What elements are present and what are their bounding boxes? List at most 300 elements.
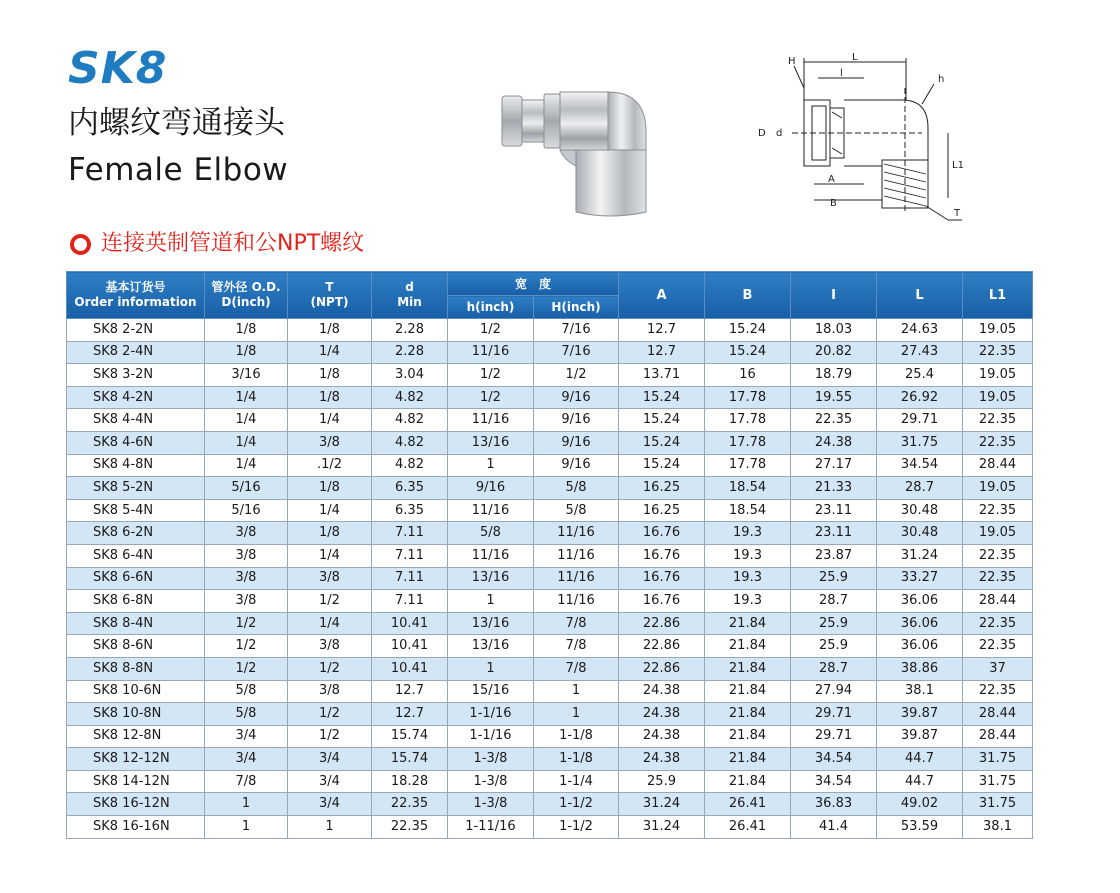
cell-b: 18.54 xyxy=(705,499,791,522)
cell-i: 29.71 xyxy=(791,725,877,748)
table-row xyxy=(67,477,1033,500)
table-row xyxy=(67,364,1033,387)
cell-l1: 31.75 xyxy=(963,770,1033,793)
cell-t-npt: 1/2 xyxy=(288,725,372,748)
cell-b: 15.24 xyxy=(705,341,791,364)
cell-t-npt: 3/8 xyxy=(288,567,372,590)
cell-h-inch: 1-3/8 xyxy=(448,770,534,793)
header-od-cn: 管外径 O.D. xyxy=(211,280,281,294)
cell-t-npt: .1/2 xyxy=(288,454,372,477)
cell-order-no: SK8 6-2N xyxy=(67,522,205,545)
cell-l: 27.43 xyxy=(877,341,963,364)
cell-order-no: SK8 5-4N xyxy=(67,499,205,522)
cell-od: 3/8 xyxy=(205,567,288,590)
cell-t-npt: 1/4 xyxy=(288,612,372,635)
cell-a: 24.38 xyxy=(619,703,705,726)
cell-order-no: SK8 5-2N xyxy=(67,477,205,500)
cell-H-inch: 7/8 xyxy=(534,657,619,680)
cell-i: 41.4 xyxy=(791,816,877,839)
cell-order-no: SK8 8-6N xyxy=(67,635,205,658)
spec-table-body xyxy=(67,319,1033,839)
cell-h-inch: 1/2 xyxy=(448,364,534,387)
cell-od: 1/4 xyxy=(205,386,288,409)
table-row xyxy=(67,793,1033,816)
cell-i: 23.11 xyxy=(791,499,877,522)
cell-t-npt: 3/8 xyxy=(288,431,372,454)
cell-a: 15.24 xyxy=(619,386,705,409)
cell-H-inch: 9/16 xyxy=(534,431,619,454)
cell-order-no: SK8 4-2N xyxy=(67,386,205,409)
cell-od: 1/2 xyxy=(205,657,288,680)
cell-i: 28.7 xyxy=(791,657,877,680)
cell-i: 34.54 xyxy=(791,748,877,771)
cell-t-npt: 1/4 xyxy=(288,341,372,364)
cell-H-inch: 1-1/8 xyxy=(534,725,619,748)
cell-t-npt: 1/4 xyxy=(288,544,372,567)
drawing-label-L: L xyxy=(852,52,858,63)
cell-a: 16.76 xyxy=(619,590,705,613)
cell-H-inch: 11/16 xyxy=(534,567,619,590)
cell-b: 15.24 xyxy=(705,319,791,342)
cell-l: 25.4 xyxy=(877,364,963,387)
cell-b: 17.78 xyxy=(705,454,791,477)
cell-od: 3/4 xyxy=(205,725,288,748)
cell-i: 36.83 xyxy=(791,793,877,816)
cell-l: 39.87 xyxy=(877,703,963,726)
table-row xyxy=(67,544,1033,567)
header-b: B xyxy=(705,272,791,319)
cell-b: 21.84 xyxy=(705,657,791,680)
cell-l1: 31.75 xyxy=(963,748,1033,771)
cell-i: 27.17 xyxy=(791,454,877,477)
cell-l1: 19.05 xyxy=(963,364,1033,387)
cell-t-npt: 1/4 xyxy=(288,499,372,522)
header-h-big: H(inch) xyxy=(534,296,619,319)
cell-h-inch: 1 xyxy=(448,454,534,477)
cell-t-npt: 3/8 xyxy=(288,635,372,658)
cell-i: 29.71 xyxy=(791,703,877,726)
cell-t-npt: 3/4 xyxy=(288,793,372,816)
cell-l1: 22.35 xyxy=(963,341,1033,364)
cell-h-inch: 1 xyxy=(448,590,534,613)
cell-l: 39.87 xyxy=(877,725,963,748)
cell-t-npt: 1/8 xyxy=(288,386,372,409)
dimension-drawing xyxy=(752,48,972,230)
cell-od: 1/4 xyxy=(205,454,288,477)
cell-order-no: SK8 16-16N xyxy=(67,816,205,839)
cell-order-no: SK8 2-4N xyxy=(67,341,205,364)
cell-H-inch: 9/16 xyxy=(534,454,619,477)
cell-l: 49.02 xyxy=(877,793,963,816)
cell-l1: 22.35 xyxy=(963,635,1033,658)
cell-l1: 28.44 xyxy=(963,590,1033,613)
cell-t-npt: 1/2 xyxy=(288,703,372,726)
cell-order-no: SK8 6-4N xyxy=(67,544,205,567)
cell-h-inch: 13/16 xyxy=(448,612,534,635)
drawing-label-T: T xyxy=(954,208,961,219)
cell-d-min: 18.28 xyxy=(372,770,448,793)
cell-a: 24.38 xyxy=(619,680,705,703)
cell-d-min: 12.7 xyxy=(372,680,448,703)
cell-order-no: SK8 10-6N xyxy=(67,680,205,703)
cell-l: 36.06 xyxy=(877,590,963,613)
header-a: A xyxy=(619,272,705,319)
cell-H-inch: 7/8 xyxy=(534,635,619,658)
cell-b: 19.3 xyxy=(705,544,791,567)
cell-i: 28.7 xyxy=(791,590,877,613)
cell-i: 25.9 xyxy=(791,612,877,635)
cell-a: 13.71 xyxy=(619,364,705,387)
cell-order-no: SK8 8-4N xyxy=(67,612,205,635)
cell-d-min: 2.28 xyxy=(372,319,448,342)
cell-od: 3/8 xyxy=(205,544,288,567)
cell-l: 53.59 xyxy=(877,816,963,839)
cell-d-min: 10.41 xyxy=(372,635,448,658)
drawing-label-h: h xyxy=(938,74,945,85)
cell-h-inch: 13/16 xyxy=(448,635,534,658)
cell-l1: 37 xyxy=(963,657,1033,680)
cell-l: 38.86 xyxy=(877,657,963,680)
drawing-label-H: H xyxy=(788,56,796,67)
table-row xyxy=(67,680,1033,703)
cell-l: 31.75 xyxy=(877,431,963,454)
cell-t-npt: 1/2 xyxy=(288,657,372,680)
cell-l: 33.27 xyxy=(877,567,963,590)
cell-l: 29.71 xyxy=(877,409,963,432)
cell-H-inch: 5/8 xyxy=(534,477,619,500)
cell-h-inch: 1/2 xyxy=(448,319,534,342)
cell-h-inch: 11/16 xyxy=(448,341,534,364)
table-row xyxy=(67,567,1033,590)
cell-od: 1/8 xyxy=(205,341,288,364)
cell-l1: 19.05 xyxy=(963,319,1033,342)
cell-H-inch: 1 xyxy=(534,703,619,726)
cell-t-npt: 1/4 xyxy=(288,409,372,432)
cell-l: 36.06 xyxy=(877,612,963,635)
cell-od: 1/2 xyxy=(205,635,288,658)
cell-l1: 28.44 xyxy=(963,454,1033,477)
cell-od: 3/8 xyxy=(205,590,288,613)
cell-od: 5/16 xyxy=(205,499,288,522)
cell-t-npt: 1/8 xyxy=(288,522,372,545)
cell-t-npt: 3/4 xyxy=(288,748,372,771)
cell-a: 15.24 xyxy=(619,409,705,432)
cell-od: 1 xyxy=(205,793,288,816)
cell-d-min: 4.82 xyxy=(372,386,448,409)
cell-i: 20.82 xyxy=(791,341,877,364)
cell-od: 3/4 xyxy=(205,748,288,771)
cell-H-inch: 1 xyxy=(534,680,619,703)
cell-l: 28.7 xyxy=(877,477,963,500)
cell-h-inch: 1-11/16 xyxy=(448,816,534,839)
cell-a: 22.86 xyxy=(619,635,705,658)
cell-a: 31.24 xyxy=(619,793,705,816)
product-title-cn: 内螺纹弯通接头 xyxy=(68,105,285,141)
cell-h-inch: 1-3/8 xyxy=(448,748,534,771)
cell-H-inch: 5/8 xyxy=(534,499,619,522)
cell-a: 12.7 xyxy=(619,341,705,364)
cell-b: 21.84 xyxy=(705,635,791,658)
cell-h-inch: 11/16 xyxy=(448,409,534,432)
cell-d-min: 22.35 xyxy=(372,816,448,839)
cell-h-inch: 11/16 xyxy=(448,499,534,522)
cell-d-min: 7.11 xyxy=(372,567,448,590)
cell-l: 34.54 xyxy=(877,454,963,477)
cell-a: 12.7 xyxy=(619,319,705,342)
cell-i: 34.54 xyxy=(791,770,877,793)
drawing-label-B: B xyxy=(830,198,837,209)
cell-a: 22.86 xyxy=(619,612,705,635)
cell-od: 3/16 xyxy=(205,364,288,387)
header-d-unit: Min xyxy=(397,295,422,309)
cell-l1: 31.75 xyxy=(963,793,1033,816)
circle-bullet-icon xyxy=(70,234,91,255)
cell-h-inch: 13/16 xyxy=(448,567,534,590)
cell-od: 1/8 xyxy=(205,319,288,342)
header-t-label: T xyxy=(325,280,334,294)
cell-d-min: 10.41 xyxy=(372,612,448,635)
cell-b: 19.3 xyxy=(705,590,791,613)
cell-d-min: 7.11 xyxy=(372,522,448,545)
cell-a: 22.86 xyxy=(619,657,705,680)
cell-od: 5/8 xyxy=(205,703,288,726)
table-row xyxy=(67,725,1033,748)
cell-h-inch: 9/16 xyxy=(448,477,534,500)
cell-b: 21.84 xyxy=(705,770,791,793)
cell-H-inch: 11/16 xyxy=(534,590,619,613)
cell-d-min: 2.28 xyxy=(372,341,448,364)
header-order-en: Order information xyxy=(74,295,197,309)
cell-d-min: 12.7 xyxy=(372,703,448,726)
cell-h-inch: 11/16 xyxy=(448,544,534,567)
cell-H-inch: 1/2 xyxy=(534,364,619,387)
cell-d-min: 4.82 xyxy=(372,409,448,432)
header-i: I xyxy=(791,272,877,319)
cell-l: 24.63 xyxy=(877,319,963,342)
cell-b: 16 xyxy=(705,364,791,387)
cell-H-inch: 11/16 xyxy=(534,522,619,545)
cell-H-inch: 1-1/4 xyxy=(534,770,619,793)
table-row xyxy=(67,657,1033,680)
table-row xyxy=(67,341,1033,364)
cell-l1: 22.35 xyxy=(963,409,1033,432)
cell-d-min: 3.04 xyxy=(372,364,448,387)
cell-i: 27.94 xyxy=(791,680,877,703)
cell-h-inch: 5/8 xyxy=(448,522,534,545)
cell-a: 16.76 xyxy=(619,522,705,545)
header-od xyxy=(205,272,288,319)
table-row xyxy=(67,454,1033,477)
cell-a: 25.9 xyxy=(619,770,705,793)
cell-order-no: SK8 6-8N xyxy=(67,590,205,613)
table-row xyxy=(67,386,1033,409)
table-row xyxy=(67,635,1033,658)
cell-l: 31.24 xyxy=(877,544,963,567)
cell-d-min: 7.11 xyxy=(372,590,448,613)
drawing-label-l: l xyxy=(840,68,843,79)
cell-a: 16.25 xyxy=(619,477,705,500)
cell-d-min: 6.35 xyxy=(372,499,448,522)
header-t-unit: (NPT) xyxy=(310,295,349,309)
cell-a: 31.24 xyxy=(619,816,705,839)
cell-b: 18.54 xyxy=(705,477,791,500)
cell-a: 16.76 xyxy=(619,567,705,590)
cell-i: 18.03 xyxy=(791,319,877,342)
cell-a: 16.25 xyxy=(619,499,705,522)
cell-t-npt: 1 xyxy=(288,816,372,839)
cell-b: 26.41 xyxy=(705,816,791,839)
cell-b: 21.84 xyxy=(705,680,791,703)
table-row xyxy=(67,748,1033,771)
cell-order-no: SK8 10-8N xyxy=(67,703,205,726)
cell-h-inch: 1-3/8 xyxy=(448,793,534,816)
cell-i: 25.9 xyxy=(791,567,877,590)
cell-od: 1/2 xyxy=(205,612,288,635)
cell-d-min: 4.82 xyxy=(372,431,448,454)
cell-l1: 28.44 xyxy=(963,725,1033,748)
cell-d-min: 6.35 xyxy=(372,477,448,500)
cell-h-inch: 1 xyxy=(448,657,534,680)
cell-order-no: SK8 4-6N xyxy=(67,431,205,454)
cell-order-no: SK8 6-6N xyxy=(67,567,205,590)
cell-d-min: 15.74 xyxy=(372,725,448,748)
cell-h-inch: 13/16 xyxy=(448,431,534,454)
cell-l1: 22.35 xyxy=(963,544,1033,567)
table-row xyxy=(67,522,1033,545)
spec-table xyxy=(66,271,1033,839)
cell-t-npt: 3/4 xyxy=(288,770,372,793)
header-order xyxy=(67,272,205,319)
cell-order-no: SK8 4-8N xyxy=(67,454,205,477)
table-row xyxy=(67,816,1033,839)
cell-od: 7/8 xyxy=(205,770,288,793)
cell-i: 22.35 xyxy=(791,409,877,432)
cell-i: 24.38 xyxy=(791,431,877,454)
cell-od: 5/16 xyxy=(205,477,288,500)
header-d xyxy=(372,272,448,319)
cell-i: 21.33 xyxy=(791,477,877,500)
header-width-group: 宽 度 xyxy=(448,272,619,296)
cell-l1: 19.05 xyxy=(963,477,1033,500)
cell-l1: 19.05 xyxy=(963,522,1033,545)
cell-order-no: SK8 12-8N xyxy=(67,725,205,748)
drawing-label-L1: L1 xyxy=(952,160,964,171)
cell-i: 18.79 xyxy=(791,364,877,387)
cell-order-no: SK8 2-2N xyxy=(67,319,205,342)
cell-a: 15.24 xyxy=(619,431,705,454)
cell-d-min: 4.82 xyxy=(372,454,448,477)
cell-l1: 38.1 xyxy=(963,816,1033,839)
cell-i: 19.55 xyxy=(791,386,877,409)
table-row xyxy=(67,590,1033,613)
cell-t-npt: 1/8 xyxy=(288,477,372,500)
cell-H-inch: 1-1/8 xyxy=(534,748,619,771)
cell-h-inch: 1-1/16 xyxy=(448,725,534,748)
cell-order-no: SK8 12-12N xyxy=(67,748,205,771)
cell-H-inch: 9/16 xyxy=(534,409,619,432)
cell-b: 19.3 xyxy=(705,522,791,545)
cell-t-npt: 1/2 xyxy=(288,590,372,613)
cell-order-no: SK8 3-2N xyxy=(67,364,205,387)
header-od-unit: D(inch) xyxy=(221,295,271,309)
cell-d-min: 7.11 xyxy=(372,544,448,567)
header-l: L xyxy=(877,272,963,319)
cell-od: 1/4 xyxy=(205,431,288,454)
cell-order-no: SK8 14-12N xyxy=(67,770,205,793)
cell-od: 5/8 xyxy=(205,680,288,703)
cell-H-inch: 1-1/2 xyxy=(534,816,619,839)
cell-l1: 22.35 xyxy=(963,499,1033,522)
cell-l1: 22.35 xyxy=(963,567,1033,590)
header-t xyxy=(288,272,372,319)
cell-b: 21.84 xyxy=(705,725,791,748)
cell-H-inch: 7/16 xyxy=(534,341,619,364)
cell-a: 24.38 xyxy=(619,748,705,771)
cell-od: 1/4 xyxy=(205,409,288,432)
header-d-label: d xyxy=(405,280,414,294)
feature-line xyxy=(70,228,364,260)
cell-b: 17.78 xyxy=(705,409,791,432)
cell-t-npt: 3/8 xyxy=(288,680,372,703)
cell-order-no: SK8 16-12N xyxy=(67,793,205,816)
header-order-cn: 基本订货号 xyxy=(105,280,166,294)
drawing-label-A: A xyxy=(828,174,835,185)
cell-i: 23.11 xyxy=(791,522,877,545)
cell-h-inch: 1-1/16 xyxy=(448,703,534,726)
cell-l: 44.7 xyxy=(877,770,963,793)
table-row xyxy=(67,703,1033,726)
product-code: SK8 xyxy=(68,43,168,94)
header-l1: L1 xyxy=(963,272,1033,319)
cell-i: 25.9 xyxy=(791,635,877,658)
cell-l1: 22.35 xyxy=(963,680,1033,703)
cell-l1: 19.05 xyxy=(963,386,1033,409)
cell-a: 15.24 xyxy=(619,454,705,477)
cell-b: 26.41 xyxy=(705,793,791,816)
cell-l: 30.48 xyxy=(877,499,963,522)
cell-l1: 22.35 xyxy=(963,431,1033,454)
table-row xyxy=(67,319,1033,342)
cell-l: 26.92 xyxy=(877,386,963,409)
cell-l: 30.48 xyxy=(877,522,963,545)
drawing-label-D: D xyxy=(758,128,766,139)
cell-H-inch: 11/16 xyxy=(534,544,619,567)
cell-H-inch: 1-1/2 xyxy=(534,793,619,816)
cell-a: 24.38 xyxy=(619,725,705,748)
cell-b: 17.78 xyxy=(705,431,791,454)
header-h-small: h(inch) xyxy=(448,296,534,319)
table-row xyxy=(67,499,1033,522)
cell-od: 1 xyxy=(205,816,288,839)
cell-h-inch: 1/2 xyxy=(448,386,534,409)
cell-d-min: 10.41 xyxy=(372,657,448,680)
cell-l1: 28.44 xyxy=(963,703,1033,726)
drawing-label-d: d xyxy=(776,128,783,139)
cell-b: 21.84 xyxy=(705,748,791,771)
table-row xyxy=(67,431,1033,454)
cell-h-inch: 15/16 xyxy=(448,680,534,703)
cell-H-inch: 7/16 xyxy=(534,319,619,342)
cell-b: 19.3 xyxy=(705,567,791,590)
cell-b: 17.78 xyxy=(705,386,791,409)
cell-d-min: 15.74 xyxy=(372,748,448,771)
cell-t-npt: 1/8 xyxy=(288,319,372,342)
cell-order-no: SK8 8-8N xyxy=(67,657,205,680)
table-row xyxy=(67,409,1033,432)
cell-l1: 22.35 xyxy=(963,612,1033,635)
cell-i: 23.87 xyxy=(791,544,877,567)
cell-l: 36.06 xyxy=(877,635,963,658)
